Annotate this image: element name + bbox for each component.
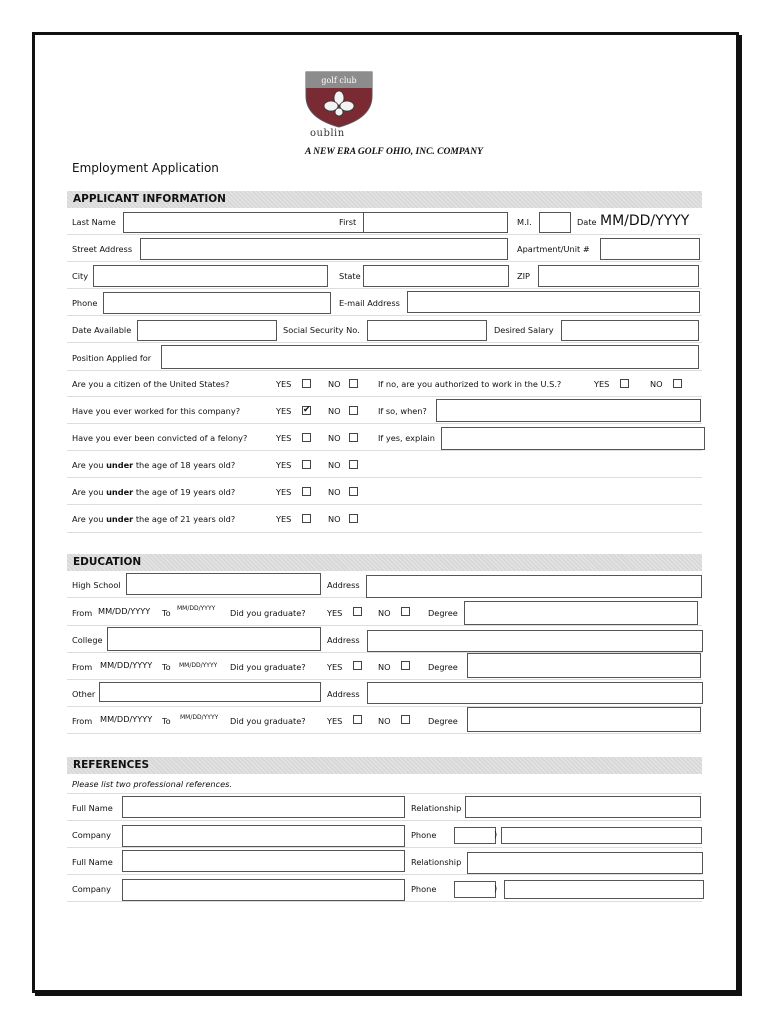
ref1-name-field[interactable]: [122, 796, 405, 818]
under-19-question: Are you under the age of 19 years old?: [72, 487, 236, 497]
hs-to-field[interactable]: MM/DD/YYYY: [177, 605, 216, 612]
row-city: [67, 262, 702, 289]
hs-from-field[interactable]: MM/DD/YYYY: [98, 606, 151, 616]
hs-to-label: To: [162, 608, 171, 618]
citizen-question: Are you a citizen of the United States?: [72, 379, 230, 389]
under-19-yes-label: YES: [276, 487, 292, 497]
first-name-label: First: [339, 217, 357, 227]
row-worked: [67, 397, 702, 424]
under-18-no-label: NO: [328, 460, 341, 470]
authorized-yes-label: YES: [594, 379, 610, 389]
felony-question: Have you ever been convicted of a felony?: [72, 433, 248, 443]
worked-when-label: If so, when?: [378, 406, 427, 416]
felony-no-label: NO: [328, 433, 341, 443]
state-label: State: [339, 271, 361, 281]
ref2-relationship-label: Relationship: [411, 857, 462, 867]
other-from-field[interactable]: MM/DD/YYYY: [100, 714, 153, 724]
college-address-field[interactable]: [367, 630, 703, 652]
mi-field[interactable]: [539, 212, 571, 233]
apartment-field[interactable]: [600, 238, 700, 260]
other-address-field[interactable]: [367, 682, 703, 704]
row-ref1-company: [67, 821, 702, 848]
felony-explain-label: If yes, explain: [378, 433, 435, 443]
other-no-label: NO: [378, 716, 391, 726]
row-ref1-name: [67, 794, 702, 821]
worked-yes-checkbox[interactable]: ✔: [303, 405, 311, 415]
row-position: [67, 343, 702, 371]
state-field[interactable]: [363, 265, 509, 287]
logo-wordmark: oublin: [310, 128, 345, 139]
applicant-section-header: APPLICANT INFORMATION: [67, 191, 702, 208]
row-high-school: [67, 571, 702, 598]
under-21-yes-label: YES: [276, 514, 292, 524]
position-label: Position Applied for: [72, 353, 152, 363]
ref1-company-label: Company: [72, 830, 111, 840]
references-instruction: Please list two professional references.: [72, 779, 233, 789]
hs-degree-field[interactable]: [464, 601, 698, 625]
ref1-phone-paren-close: ): [494, 829, 498, 839]
under-21-no-label: NO: [328, 514, 341, 524]
street-address-field[interactable]: [140, 238, 508, 260]
other-to-field[interactable]: MM/DD/YYYY: [180, 714, 219, 721]
ref2-company-field[interactable]: [122, 879, 405, 901]
authorized-no-checkbox[interactable]: [673, 379, 682, 388]
hs-yes-checkbox[interactable]: [353, 607, 362, 616]
worked-no-checkbox[interactable]: [349, 406, 358, 415]
row-under-21: [67, 505, 702, 533]
other-degree-label: Degree: [428, 716, 458, 726]
college-no-checkbox[interactable]: [401, 661, 410, 670]
hs-no-label: NO: [378, 608, 391, 618]
logo-top-text: golf club: [321, 76, 357, 85]
ref1-area-code-field[interactable]: [454, 827, 496, 844]
authorized-yes-checkbox[interactable]: [620, 379, 629, 388]
college-yes-checkbox[interactable]: [353, 661, 362, 670]
other-degree-field[interactable]: [467, 707, 701, 732]
position-field[interactable]: [161, 345, 699, 369]
row-other-dates: [67, 707, 702, 734]
city-label: City: [72, 271, 89, 281]
phone-field[interactable]: [103, 292, 331, 314]
other-address-label: Address: [327, 689, 360, 699]
college-label: College: [72, 635, 103, 645]
date-available-label: Date Available: [72, 325, 132, 335]
last-name-label: Last Name: [72, 217, 116, 227]
row-under-19: [67, 478, 702, 505]
under-18-no-checkbox[interactable]: [349, 460, 358, 469]
apartment-label: Apartment/Unit #: [517, 244, 590, 254]
felony-yes-label: YES: [276, 433, 292, 443]
hs-no-checkbox[interactable]: [401, 607, 410, 616]
hs-degree-label: Degree: [428, 608, 458, 618]
high-school-field[interactable]: [126, 573, 321, 595]
ref1-name-label: Full Name: [72, 803, 113, 813]
hs-yes-label: YES: [327, 608, 343, 618]
row-other: [67, 680, 702, 707]
college-degree-label: Degree: [428, 662, 458, 672]
last-name-field[interactable]: [123, 212, 401, 233]
authorized-no-label: NO: [650, 379, 663, 389]
citizen-no-checkbox[interactable]: [349, 379, 358, 388]
college-from-label: From: [72, 662, 93, 672]
ref1-phone-field[interactable]: [501, 827, 702, 844]
college-graduate-label: Did you graduate?: [230, 662, 306, 672]
college-to-label: To: [162, 662, 171, 672]
felony-no-checkbox[interactable]: [349, 433, 358, 442]
row-felony: [67, 424, 702, 451]
ref1-relationship-field[interactable]: [465, 796, 701, 818]
phone-label: Phone: [72, 298, 98, 308]
under-18-yes-checkbox[interactable]: [302, 460, 311, 469]
row-high-school-dates: [67, 598, 702, 626]
desired-salary-label: Desired Salary: [494, 325, 554, 335]
under-19-no-label: NO: [328, 487, 341, 497]
row-phone: [67, 289, 702, 316]
other-field[interactable]: [99, 682, 321, 702]
college-from-field[interactable]: MM/DD/YYYY: [100, 660, 153, 670]
high-school-address-label: Address: [327, 580, 360, 590]
row-citizen: [67, 371, 702, 397]
first-name-field[interactable]: [363, 212, 508, 233]
college-to-field[interactable]: MM/DD/YYYY: [179, 662, 218, 669]
high-school-address-field[interactable]: [366, 575, 702, 598]
citizen-yes-checkbox[interactable]: [302, 379, 311, 388]
hs-from-label: From: [72, 608, 93, 618]
worked-question: Have you ever worked for this company?: [72, 406, 241, 416]
row-college: [67, 626, 702, 653]
under-18-question: Are you under the age of 18 years old?: [72, 460, 236, 470]
ref2-phone-label: Phone: [411, 884, 437, 894]
felony-yes-checkbox[interactable]: [302, 433, 311, 442]
date-label: Date: [577, 217, 597, 227]
email-field[interactable]: [407, 291, 700, 313]
high-school-label: High School: [72, 580, 121, 590]
row-name: [67, 208, 702, 235]
row-under-18: [67, 451, 702, 478]
other-no-checkbox[interactable]: [401, 715, 410, 724]
college-no-label: NO: [378, 662, 391, 672]
date-field[interactable]: MM/DD/YYYY: [600, 213, 690, 229]
other-yes-label: YES: [327, 716, 343, 726]
under-18-yes-label: YES: [276, 460, 292, 470]
college-degree-field[interactable]: [467, 653, 701, 678]
other-label: Other: [72, 689, 96, 699]
references-instruction-row: [67, 774, 702, 794]
ssn-field[interactable]: [367, 320, 487, 341]
row-college-dates: [67, 653, 702, 680]
other-from-label: From: [72, 716, 93, 726]
mi-label: M.I.: [517, 217, 532, 227]
education-section-header: EDUCATION: [67, 554, 702, 571]
company-line: A NEW ERA GOLF OHIO, INC. COMPANY: [305, 147, 483, 157]
ref2-phone-paren-close: ): [494, 883, 498, 893]
row-street: [67, 235, 702, 262]
ref2-area-code-field[interactable]: [454, 881, 496, 898]
desired-salary-field[interactable]: [561, 320, 699, 341]
ref2-name-label: Full Name: [72, 857, 113, 867]
other-to-label: To: [162, 716, 171, 726]
college-address-label: Address: [327, 635, 360, 645]
ref1-relationship-label: Relationship: [411, 803, 462, 813]
worked-when-field[interactable]: [436, 399, 701, 422]
form-title: Employment Application: [72, 161, 219, 175]
ref1-phone-label: Phone: [411, 830, 437, 840]
authorized-question: If no, are you authorized to work in the U.S.?: [378, 379, 562, 389]
street-address-label: Street Address: [72, 244, 133, 254]
date-available-field[interactable]: [137, 320, 277, 341]
under-21-yes-checkbox[interactable]: [302, 514, 311, 523]
city-field[interactable]: [93, 265, 328, 287]
references-section-header: REFERENCES: [67, 757, 702, 774]
ref1-company-field[interactable]: [122, 825, 405, 847]
ref2-phone-field[interactable]: [504, 880, 704, 899]
under-19-yes-checkbox[interactable]: [302, 487, 311, 496]
row-ref2-company: [67, 875, 702, 902]
college-yes-label: YES: [327, 662, 343, 672]
felony-explain-field[interactable]: [441, 427, 705, 450]
under-21-no-checkbox[interactable]: [349, 514, 358, 523]
ref2-name-field[interactable]: [122, 850, 405, 872]
other-graduate-label: Did you graduate?: [230, 716, 306, 726]
zip-field[interactable]: [538, 265, 699, 287]
college-field[interactable]: [107, 627, 321, 651]
worked-no-label: NO: [328, 406, 341, 416]
under-19-no-checkbox[interactable]: [349, 487, 358, 496]
other-yes-checkbox[interactable]: [353, 715, 362, 724]
golf-club-logo: [304, 70, 374, 128]
row-availability: [67, 316, 702, 343]
citizen-yes-label: YES: [276, 379, 292, 389]
hs-graduate-label: Did you graduate?: [230, 608, 306, 618]
ref2-company-label: Company: [72, 884, 111, 894]
ref2-relationship-field[interactable]: [467, 852, 703, 874]
under-21-question: Are you under the age of 21 years old?: [72, 514, 236, 524]
zip-label: ZIP: [517, 271, 530, 281]
email-label: E-mail Address: [339, 298, 400, 308]
row-ref2-name: [67, 848, 702, 875]
citizen-no-label: NO: [328, 379, 341, 389]
worked-yes-label: YES: [276, 406, 292, 416]
ssn-label: Social Security No.: [283, 325, 360, 335]
